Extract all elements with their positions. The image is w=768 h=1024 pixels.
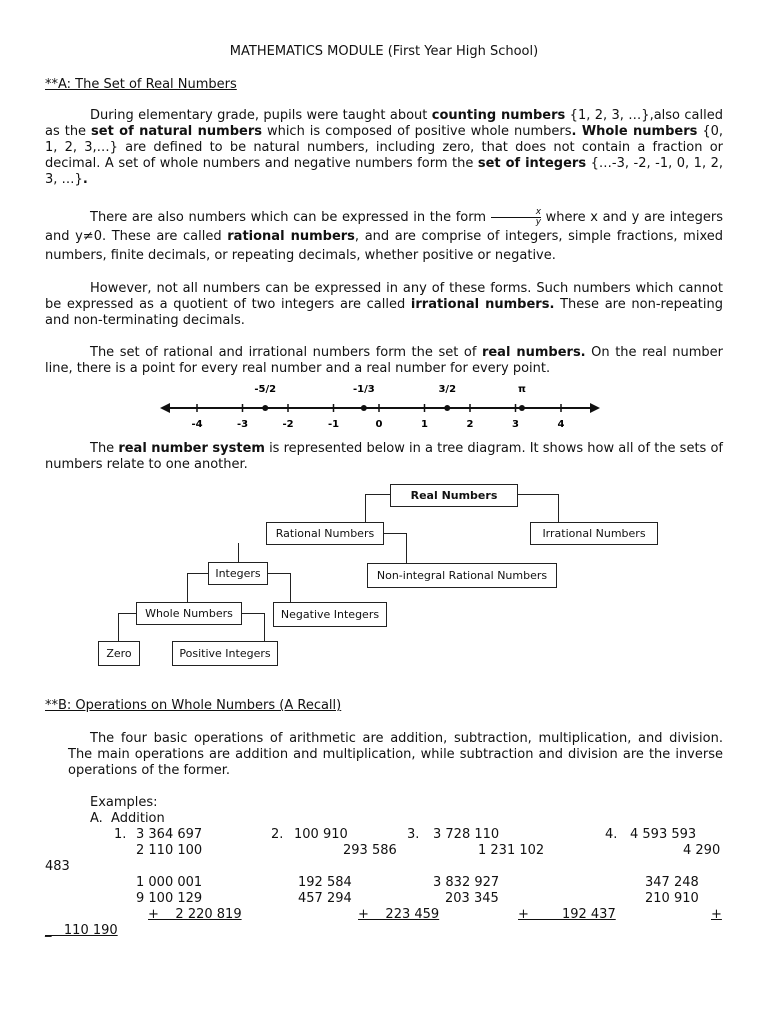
addend: 4 290 <box>683 843 721 858</box>
addend-last-wrap: _ 110 190 <box>45 923 118 938</box>
paragraph-real-numbers: The set of rational and irrational numbers form the set of real numbers. On the real number line, there is a point for every real number and a real number for every point. <box>45 345 724 376</box>
tick-label: -1 <box>327 419 340 430</box>
addend-last: + 223 459 <box>358 907 440 922</box>
tick-label: 1 <box>421 419 428 430</box>
connector <box>384 533 406 534</box>
section-a-heading: **A: The Set of Real Numbers <box>45 77 237 92</box>
connector <box>290 573 291 602</box>
tick-label: 2 <box>466 419 474 430</box>
connector <box>187 573 208 574</box>
connector <box>518 494 558 495</box>
problem-number: 3. <box>407 827 420 842</box>
addend: 3 832 927 <box>433 875 500 890</box>
tick-label: -4 <box>191 419 203 430</box>
point-label: 3/2 <box>438 384 457 395</box>
node-whole-numbers: Whole Numbers <box>136 602 242 625</box>
connector <box>242 613 264 614</box>
addend: 4 593 593 <box>630 827 697 842</box>
page-title: MATHEMATICS MODULE (First Year High School) <box>229 44 539 59</box>
addend: 2 110 100 <box>136 843 203 858</box>
addend: 203 345 <box>445 891 499 906</box>
addend: 3 728 110 <box>433 827 500 842</box>
addend: 457 294 <box>298 891 352 906</box>
paragraph-tree-intro: The real number system is represented below in a tree diagram. It shows how all of the sets of numbers relate to one another. <box>45 441 723 472</box>
connector <box>118 613 119 641</box>
tick-label: -2 <box>282 419 294 430</box>
paragraph-operations: The four basic operations of arithmetic are addition, subtraction, multiplication, and division. The main operations are addition and multiplication, while subtraction and division are the inverse operations of the former. <box>68 731 723 778</box>
paragraph-natural-numbers: During elementary grade, pupils were taught about counting numbers {1, 2, 3, …},also called as the set of natural numbers which is composed of positive whole numbers. Whole numbers {0, 1, 2, 3,…} are defined to be natural numbers, including zero, that does not contain a fraction or decimal. A set of whole numbers and negative numbers form the set of integers {…-3, -2, -1, 0, 1, 2, 3, …}. <box>45 108 724 187</box>
addend: 192 584 <box>298 875 352 890</box>
tick-label: 3 <box>512 419 519 430</box>
addition-label: A. Addition <box>90 811 165 826</box>
node-irrational-numbers: Irrational Numbers <box>530 522 658 545</box>
point-label: π <box>517 384 526 395</box>
node-rational-numbers: Rational Numbers <box>266 522 384 545</box>
connector <box>268 573 290 574</box>
connector <box>187 573 188 603</box>
connector <box>264 613 265 641</box>
problem-number: 1. <box>114 827 127 842</box>
addend: 100 910 <box>294 827 348 842</box>
real-number-line <box>150 378 610 434</box>
fraction-x-over-y: $\frac{x}{y}$ <box>491 208 541 227</box>
addend: 347 248 <box>645 875 699 890</box>
point-marker <box>361 405 367 411</box>
connector <box>118 613 136 614</box>
tick-label: -3 <box>236 419 249 430</box>
right-arrow-icon <box>590 403 600 413</box>
left-arrow-icon <box>160 403 170 413</box>
tick-label: 0 <box>375 419 383 430</box>
connector <box>406 533 407 563</box>
connector <box>365 494 390 495</box>
paragraph-irrational-numbers: However, not all numbers can be expressed in any of these forms. Such numbers which cannot be expressed as a quotient of two integers are called irrational numbers. These are non-repeating and non-terminating decimals. <box>45 281 724 328</box>
point-label: -5/2 <box>254 384 277 395</box>
point-marker <box>519 405 525 411</box>
node-zero: Zero <box>98 641 140 666</box>
addend: 3 364 697 <box>136 827 203 842</box>
addend: 1 000 001 <box>136 875 203 890</box>
point-marker <box>262 405 268 411</box>
addend-wrap: 483 <box>45 859 70 874</box>
addend: 9 100 129 <box>136 891 203 906</box>
addend-last: + 2 220 819 <box>148 907 242 922</box>
connector <box>238 543 239 563</box>
tick-label: 4 <box>557 419 565 430</box>
section-b-heading: **B: Operations on Whole Numbers (A Recall) <box>45 698 342 713</box>
node-negative-integers: Negative Integers <box>273 602 387 627</box>
point-label: -1/3 <box>352 384 375 395</box>
addend-last: + 192 437 <box>518 907 616 922</box>
problem-number: 4. <box>605 827 618 842</box>
node-real-numbers: Real Numbers <box>390 484 518 507</box>
addend: 1 231 102 <box>478 843 545 858</box>
addend-last: + <box>711 907 722 922</box>
connector <box>365 494 366 522</box>
point-marker <box>444 405 450 411</box>
node-positive-integers: Positive Integers <box>172 641 278 666</box>
addend: 210 910 <box>645 891 699 906</box>
addend: 293 586 <box>343 843 397 858</box>
node-integers: Integers <box>208 562 268 585</box>
paragraph-rational-numbers: There are also numbers which can be expressed in the form $\frac{x}{y}$ where x and y are integers and y≠0. These are called rational numbers, and are comprise of integers, simple fractions, mixed numbers, finite decimals, or repeating decimals, whether positive or negative. <box>45 207 724 263</box>
node-non-integral-rational-numbers: Non-integral Rational Numbers <box>367 563 557 588</box>
problem-number: 2. <box>271 827 284 842</box>
examples-label: Examples: <box>90 795 158 810</box>
connector <box>558 494 559 522</box>
